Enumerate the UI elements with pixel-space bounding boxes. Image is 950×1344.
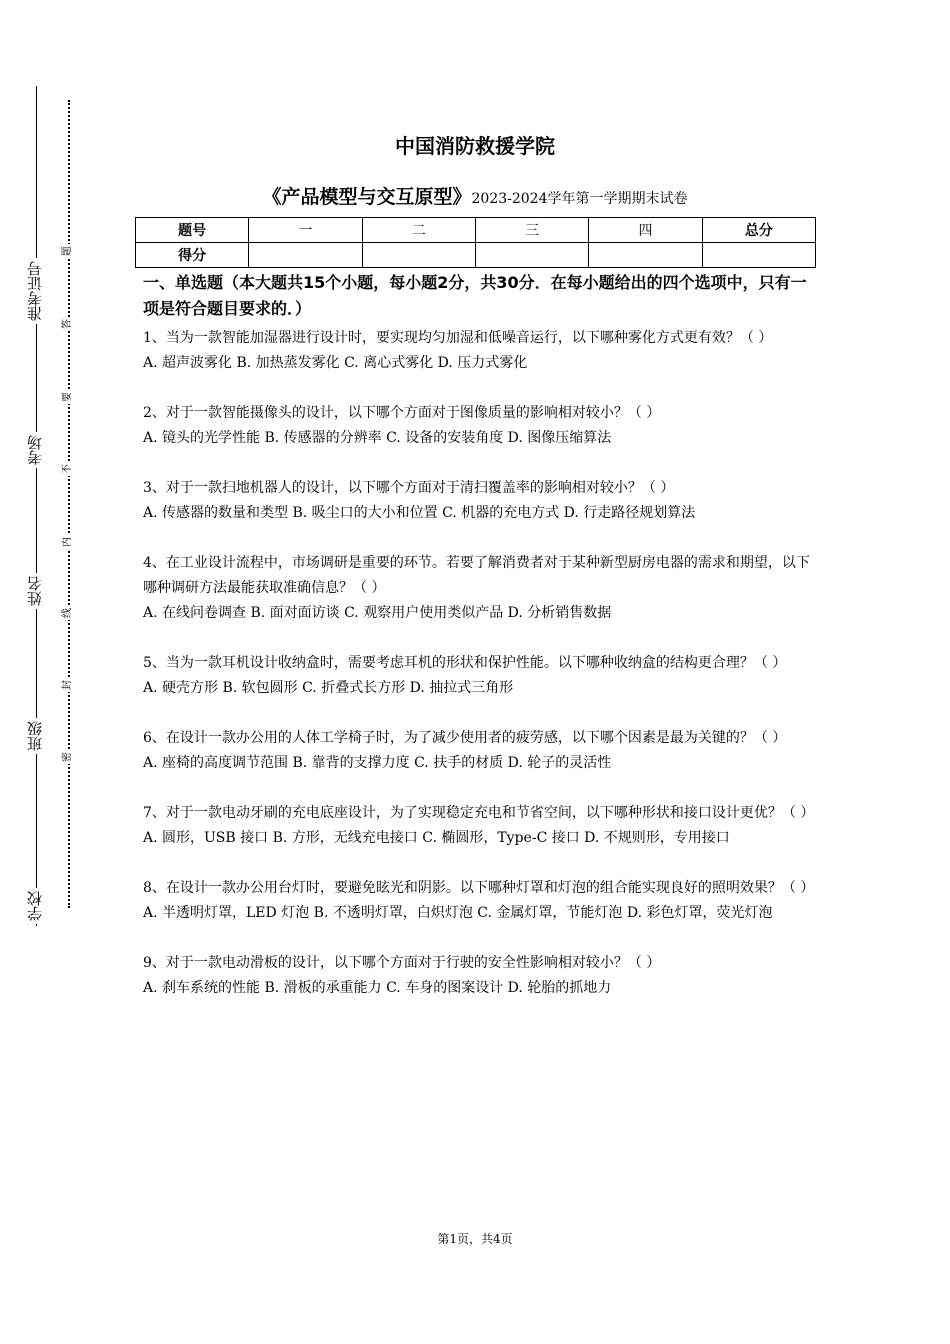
score-table xyxy=(135,217,816,268)
seal-char: 答 xyxy=(59,317,77,331)
question-7 xyxy=(143,801,815,851)
question-options: A. 刹车系统的性能 B. 滑板的承重能力 C. 车身的图案设计 D. 轮胎的抓地力 xyxy=(143,980,612,996)
class-label: 班级 xyxy=(22,718,48,754)
exam-number-label: 准考证号 xyxy=(22,258,48,324)
name-label: 姓名 xyxy=(22,573,48,609)
question-options: A. 镜头的光学性能 B. 传感器的分辨率 C. 设备的安装角度 D. 图像压缩算法 xyxy=(143,430,612,446)
exam-room-label: 考场 xyxy=(22,432,48,468)
question-stem: 4、在工业设计流程中，市场调研是重要的环节。若要了解消费者对于某种新型厨房电器的需求和期望，以下哪种调研方法最能获取准确信息？（ ） xyxy=(143,555,810,596)
question-options: A. 硬壳方形 B. 软包圆形 C. 折叠式长方形 D. 抽拉式三角形 xyxy=(143,680,514,696)
binding-line xyxy=(36,86,37,926)
score-header-cell: 题号 xyxy=(136,218,249,243)
page-footer: 第1页，共4页 xyxy=(437,1232,513,1246)
school-label: 学校 xyxy=(22,888,48,924)
course-title: 《产品模型与交互原型》 xyxy=(262,186,472,208)
seal-char: 内 xyxy=(59,535,77,549)
question-2 xyxy=(143,401,811,451)
term-info: 2023-2024学年第一学期期末试卷 xyxy=(471,191,688,207)
score-header-cell: 三 xyxy=(475,218,588,243)
seal-char: 要 xyxy=(59,390,77,404)
section-heading: 一、单选题（本大题共15个小题，每小题2分，共30分．在每小题给出的四个选项中，只有一项是符合题目要求的．） xyxy=(143,273,807,318)
question-9 xyxy=(143,951,811,1001)
question-options: A. 在线问卷调查 B. 面对面访谈 C. 观察用户使用类似产品 D. 分析销售数据 xyxy=(143,605,612,621)
seal-char: 密 xyxy=(59,750,77,764)
seal-char: 线 xyxy=(59,606,77,620)
question-8 xyxy=(143,876,815,926)
score-cell xyxy=(589,243,702,268)
question-5 xyxy=(143,651,811,701)
exam-content xyxy=(143,270,815,1026)
score-cell xyxy=(249,243,362,268)
question-stem: 3、对于一款扫地机器人的设计，以下哪个方面对于清扫覆盖率的影响相对较小？（ ） xyxy=(143,480,675,496)
score-cell xyxy=(702,243,815,268)
exam-title xyxy=(0,182,950,209)
question-options: A. 超声波雾化 B. 加热蒸发雾化 C. 离心式雾化 D. 压力式雾化 xyxy=(143,355,528,371)
score-header-cell: 二 xyxy=(362,218,475,243)
seal-char: 封 xyxy=(59,678,77,692)
question-stem: 8、在设计一款办公用台灯时，要避免眩光和阴影。以下哪种灯罩和灯泡的组合能实现良好的照明效果？（ ） xyxy=(143,880,815,896)
question-options: A. 半透明灯罩，LED 灯泡 B. 不透明灯罩，白炽灯泡 C. 金属灯罩，节能灯泡 D. 彩色灯罩，荧光灯泡 xyxy=(143,905,773,921)
score-row-label: 得分 xyxy=(136,243,249,268)
score-header-cell: 总分 xyxy=(702,218,815,243)
question-stem: 7、对于一款电动牙刷的充电底座设计，为了实现稳定充电和节省空间，以下哪种形状和接口设计更优？（ ） xyxy=(143,805,815,821)
question-stem: 1、当为一款智能加湿器进行设计时，要实现均匀加湿和低噪音运行，以下哪种雾化方式更有效？（ ） xyxy=(143,330,773,346)
score-cell xyxy=(362,243,475,268)
score-table-header-row xyxy=(136,218,816,243)
question-options: A. 传感器的数量和类型 B. 吸尘口的大小和位置 C. 机器的充电方式 D. 行走路径规划算法 xyxy=(143,505,696,521)
score-header-cell: 一 xyxy=(249,218,362,243)
school-name: 中国消防救援学院 xyxy=(395,134,555,158)
question-3 xyxy=(143,476,811,526)
question-stem: 2、对于一款智能摄像头的设计，以下哪个方面对于图像质量的影响相对较小？（ ） xyxy=(143,405,661,421)
seal-char: 不 xyxy=(59,462,77,476)
seal-char: 题 xyxy=(59,244,77,258)
seal-dotted-line xyxy=(68,100,70,908)
question-1 xyxy=(143,326,811,376)
question-stem: 5、当为一款耳机设计收纳盒时，需要考虑耳机的形状和保护性能。以下哪种收纳盒的结构更合理？（ ） xyxy=(143,655,787,671)
question-options: A. 圆形，USB 接口 B. 方形，无线充电接口 C. 椭圆形，Type-C 接口 D. 不规则形，专用接口 xyxy=(143,830,730,846)
question-4 xyxy=(143,551,811,626)
score-table-score-row xyxy=(136,243,816,268)
question-stem: 6、在设计一款办公用的人体工学椅子时，为了减少使用者的疲劳感，以下哪个因素是最为关键的？（ ） xyxy=(143,730,787,746)
question-6 xyxy=(143,726,811,776)
question-options: A. 座椅的高度调节范围 B. 靠背的支撑力度 C. 扶手的材质 D. 轮子的灵活性 xyxy=(143,755,612,771)
score-header-cell: 四 xyxy=(589,218,702,243)
question-stem: 9、对于一款电动滑板的设计，以下哪个方面对于行驶的安全性影响相对较小？（ ） xyxy=(143,955,661,971)
score-cell xyxy=(475,243,588,268)
